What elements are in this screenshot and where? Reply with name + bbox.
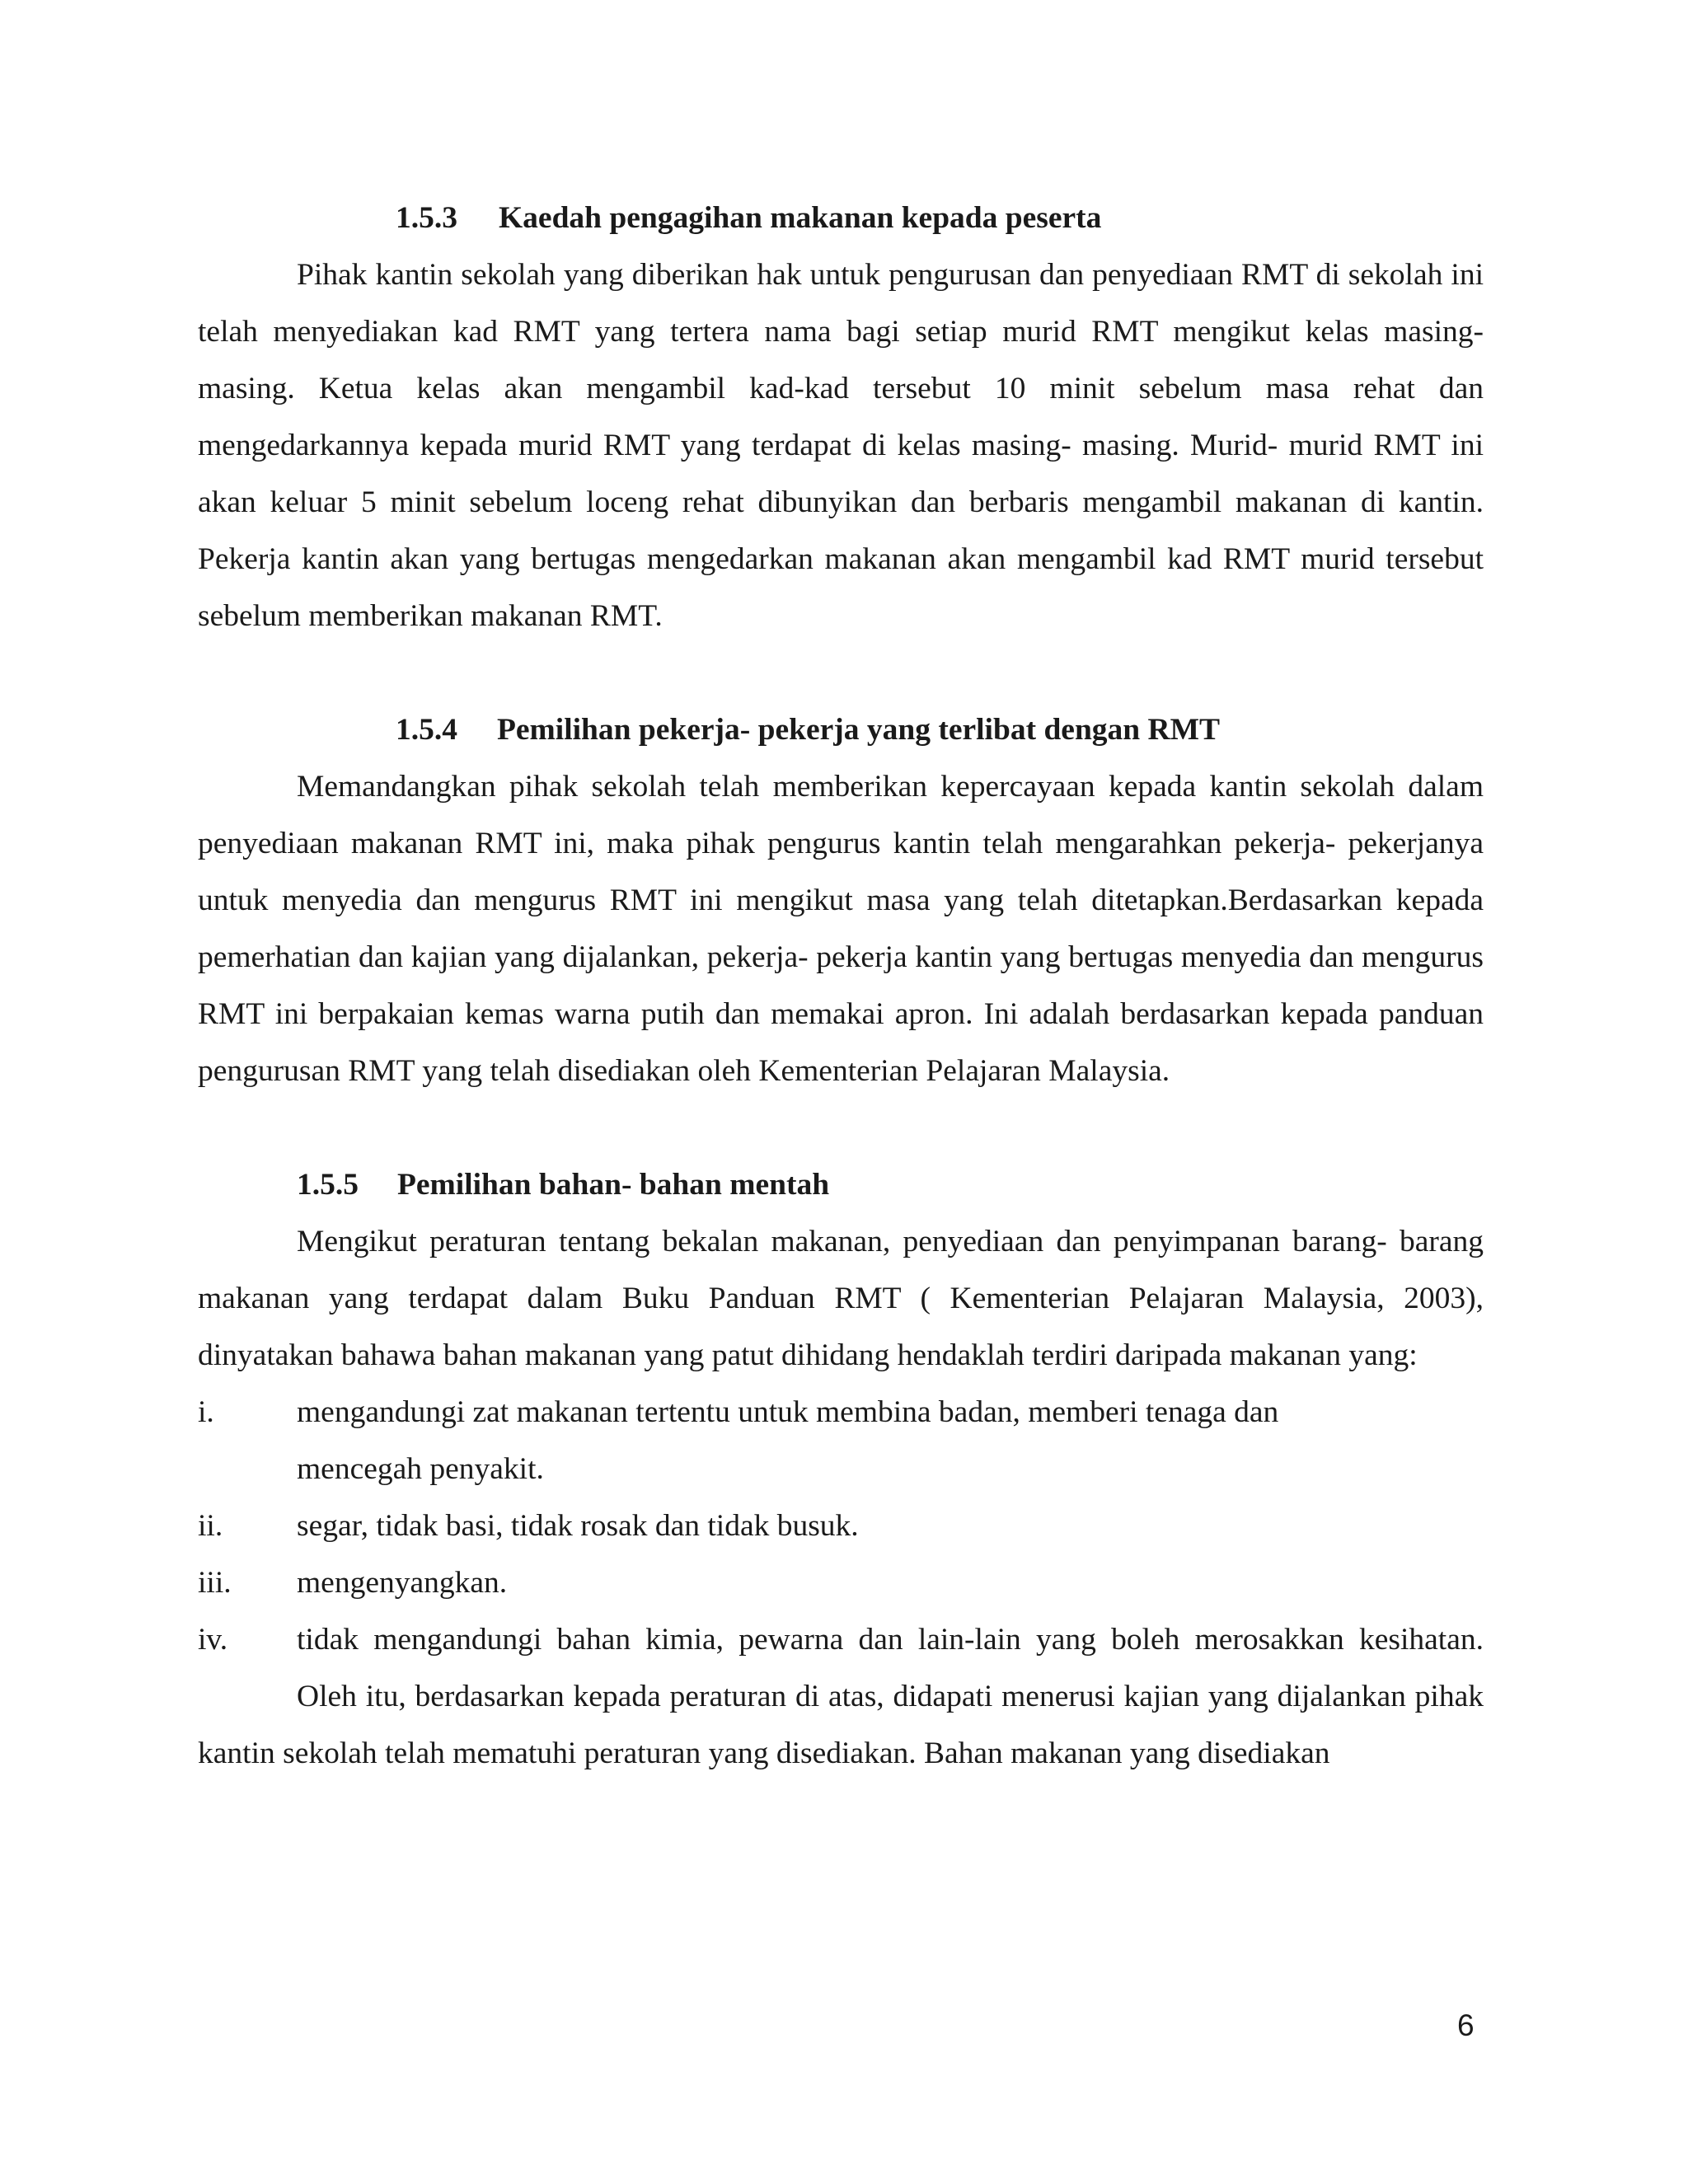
closing-paragraph: Oleh itu, berdasarkan kepada peraturan di atas, didapati menerusi kajian yang dijalankan pihak kantin sekolah telah mematuhi peraturan yang disediakan. Bahan makanan yang disediakan	[198, 1680, 1484, 1770]
section-paragraph-1-5-3: Pihak kantin sekolah yang diberikan hak untuk pengurusan dan penyediaan RMT di sekolah ini telah menyediakan kad RMT yang tertera nama bagi setiap murid RMT mengikut kelas masing- masing. Ketua kelas akan mengambil kad-kad tersebut 10 minit sebelum masa rehat dan mengedarkannya kepada murid RMT yang terdapat di kelas masing- masing. Murid- murid RMT ini akan keluar 5 minit sebelum loceng rehat dibunyikan dan berbaris mengambil makanan di kantin. Pekerja kantin akan yang bertugas mengedarkan makanan akan mengambil kad RMT murid tersebut sebelum memberikan makanan RMT.	[198, 258, 1484, 633]
section-title: Pemilihan pekerja- pekerja yang terlibat dengan RMT	[497, 713, 1221, 747]
section-paragraph-1-5-4: Memandangkan pihak sekolah telah memberikan kepercayaan kepada kantin sekolah dalam penyediaan makanan RMT ini, maka pihak pengurus kantin telah mengarahkan pekerja- pekerjanya untuk menyedia dan mengurus RMT ini mengikut masa yang telah ditetapkan.Berdasarkan kepada pemerhatian dan kajian yang dijalankan, pekerja- pekerja kantin yang bertugas menyedia dan mengurus RMT ini berpakaian kemas warna putih dan memakai apron. Ini adalah berdasarkan kepada panduan pengurusan RMT yang telah disediakan oleh Kementerian Pelajaran Malaysia.	[198, 770, 1484, 1088]
section-number: 1.5.3	[396, 201, 457, 235]
list-item-text: segar, tidak basi, tidak rosak dan tidak busuk.	[297, 1509, 859, 1543]
section-paragraph-1-5-5: Mengikut peraturan tentang bekalan makanan, penyediaan dan penyimpanan barang- barang makanan yang terdapat dalam Buku Panduan RMT ( Kementerian Pelajaran Malaysia, 2003), dinyatakan bahawa bahan makanan yang patut dihidang hendaklah terdiri daripada makanan yang:	[198, 1225, 1484, 1372]
list-marker: iii.	[198, 1566, 232, 1600]
list-item-text: tidak mengandungi bahan kimia, pewarna dan lain-lain yang boleh merosakkan kesihatan.	[297, 1623, 1484, 1657]
section-spacer	[198, 1099, 1484, 1156]
section-title: Kaedah pengagihan makanan kepada peserta	[499, 201, 1102, 235]
list-item	[198, 1497, 1484, 1554]
document-page	[198, 190, 1484, 1782]
list-marker: ii.	[198, 1509, 223, 1543]
section-number: 1.5.5	[297, 1168, 359, 1202]
list-item	[198, 1554, 1484, 1611]
section-spacer	[198, 644, 1484, 701]
list-item-text: mengenyangkan.	[297, 1566, 508, 1600]
section-title: Pemilihan bahan- bahan mentah	[397, 1168, 830, 1202]
list-item	[198, 1384, 1484, 1497]
section-heading-1-5-5	[198, 1156, 1484, 1213]
list-marker: iv.	[198, 1623, 228, 1657]
section-heading-1-5-3	[198, 190, 1484, 246]
section-number: 1.5.4	[396, 713, 457, 747]
list-item-text: mengandungi zat makanan tertentu untuk membina badan, memberi tenaga dan mencegah penyakit.	[297, 1395, 1279, 1486]
list-item	[198, 1611, 1484, 1668]
list-marker: i.	[198, 1395, 214, 1429]
section-heading-1-5-4	[198, 701, 1484, 758]
page-number: 6	[1457, 2008, 1475, 2042]
